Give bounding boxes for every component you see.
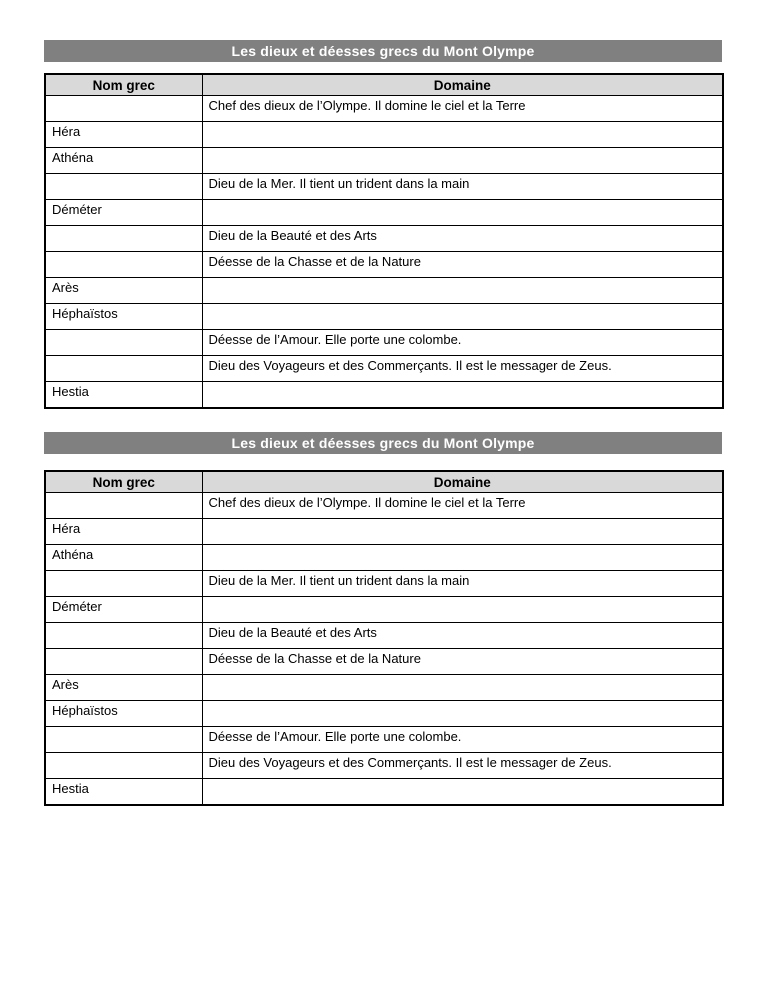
header-row — [45, 471, 723, 493]
table-row — [45, 519, 723, 545]
god-name-cell[interactable]: Hestia — [45, 779, 202, 806]
gods-table-first — [44, 73, 724, 409]
table-row — [45, 545, 723, 571]
god-name-cell[interactable]: Arès — [45, 278, 202, 304]
god-domain-cell[interactable]: Déesse de l’Amour. Elle porte une colombe. — [202, 727, 723, 753]
god-domain-cell[interactable] — [202, 148, 723, 174]
god-domain-cell[interactable] — [202, 519, 723, 545]
god-name-cell[interactable] — [45, 330, 202, 356]
god-name-cell[interactable]: Arès — [45, 675, 202, 701]
table-row — [45, 727, 723, 753]
god-domain-cell[interactable] — [202, 382, 723, 409]
god-domain-cell[interactable]: Dieu de la Beauté et des Arts — [202, 226, 723, 252]
table-row — [45, 96, 723, 122]
god-name-cell[interactable]: Héphaïstos — [45, 304, 202, 330]
table-row — [45, 226, 723, 252]
god-name-cell[interactable] — [45, 649, 202, 675]
gods-table-second — [44, 470, 724, 806]
table-row — [45, 356, 723, 382]
god-name-cell[interactable]: Déméter — [45, 200, 202, 226]
god-name-cell[interactable] — [45, 356, 202, 382]
god-name-cell[interactable] — [45, 571, 202, 597]
column-header-nom-grec: Nom grec — [45, 74, 202, 96]
god-name-cell[interactable]: Déméter — [45, 597, 202, 623]
god-domain-cell[interactable] — [202, 675, 723, 701]
god-domain-cell[interactable]: Déesse de la Chasse et de la Nature — [202, 252, 723, 278]
table-row — [45, 753, 723, 779]
god-name-cell[interactable]: Héphaïstos — [45, 701, 202, 727]
god-name-cell[interactable] — [45, 174, 202, 200]
table-row — [45, 597, 723, 623]
table-row — [45, 304, 723, 330]
god-domain-cell[interactable] — [202, 304, 723, 330]
god-domain-cell[interactable]: Dieu de la Mer. Il tient un trident dans la main — [202, 571, 723, 597]
god-domain-cell[interactable]: Dieu de la Beauté et des Arts — [202, 623, 723, 649]
god-domain-cell[interactable]: Déesse de l’Amour. Elle porte une colombe. — [202, 330, 723, 356]
god-domain-cell[interactable] — [202, 597, 723, 623]
god-domain-cell[interactable]: Chef des dieux de l’Olympe. Il domine le ciel et la Terre — [202, 96, 723, 122]
table-title-banner: Les dieux et déesses grecs du Mont Olympe — [44, 40, 722, 62]
god-domain-cell[interactable] — [202, 545, 723, 571]
god-name-cell[interactable]: Héra — [45, 122, 202, 148]
god-name-cell[interactable] — [45, 493, 202, 519]
god-name-cell[interactable] — [45, 96, 202, 122]
god-domain-cell[interactable] — [202, 701, 723, 727]
god-domain-cell[interactable]: Dieu de la Mer. Il tient un trident dans la main — [202, 174, 723, 200]
god-name-cell[interactable]: Athéna — [45, 148, 202, 174]
table-row — [45, 382, 723, 409]
god-domain-cell[interactable]: Dieu des Voyageurs et des Commerçants. Il est le messager de Zeus. — [202, 753, 723, 779]
column-header-nom-grec: Nom grec — [45, 471, 202, 493]
god-domain-cell[interactable]: Chef des dieux de l’Olympe. Il domine le ciel et la Terre — [202, 493, 723, 519]
header-row — [45, 74, 723, 96]
table-row — [45, 779, 723, 806]
god-domain-cell[interactable] — [202, 122, 723, 148]
table-row — [45, 330, 723, 356]
god-domain-cell[interactable]: Déesse de la Chasse et de la Nature — [202, 649, 723, 675]
god-name-cell[interactable]: Hestia — [45, 382, 202, 409]
god-name-cell[interactable] — [45, 753, 202, 779]
god-name-cell[interactable]: Héra — [45, 519, 202, 545]
god-name-cell[interactable] — [45, 727, 202, 753]
god-name-cell[interactable]: Athéna — [45, 545, 202, 571]
god-name-cell[interactable] — [45, 623, 202, 649]
column-header-domaine: Domaine — [202, 471, 723, 493]
table-row — [45, 148, 723, 174]
god-name-cell[interactable] — [45, 252, 202, 278]
table-title-banner: Les dieux et déesses grecs du Mont Olympe — [44, 432, 722, 454]
god-name-cell[interactable] — [45, 226, 202, 252]
god-domain-cell[interactable] — [202, 200, 723, 226]
table-row — [45, 493, 723, 519]
table-row — [45, 278, 723, 304]
table-row — [45, 675, 723, 701]
table-row — [45, 623, 723, 649]
table-row — [45, 252, 723, 278]
column-header-domaine: Domaine — [202, 74, 723, 96]
god-domain-cell[interactable] — [202, 779, 723, 806]
table-row — [45, 649, 723, 675]
table-row — [45, 200, 723, 226]
table-row — [45, 571, 723, 597]
table-row — [45, 701, 723, 727]
god-domain-cell[interactable]: Dieu des Voyageurs et des Commerçants. Il est le messager de Zeus. — [202, 356, 723, 382]
table-row — [45, 174, 723, 200]
god-domain-cell[interactable] — [202, 278, 723, 304]
table-row — [45, 122, 723, 148]
